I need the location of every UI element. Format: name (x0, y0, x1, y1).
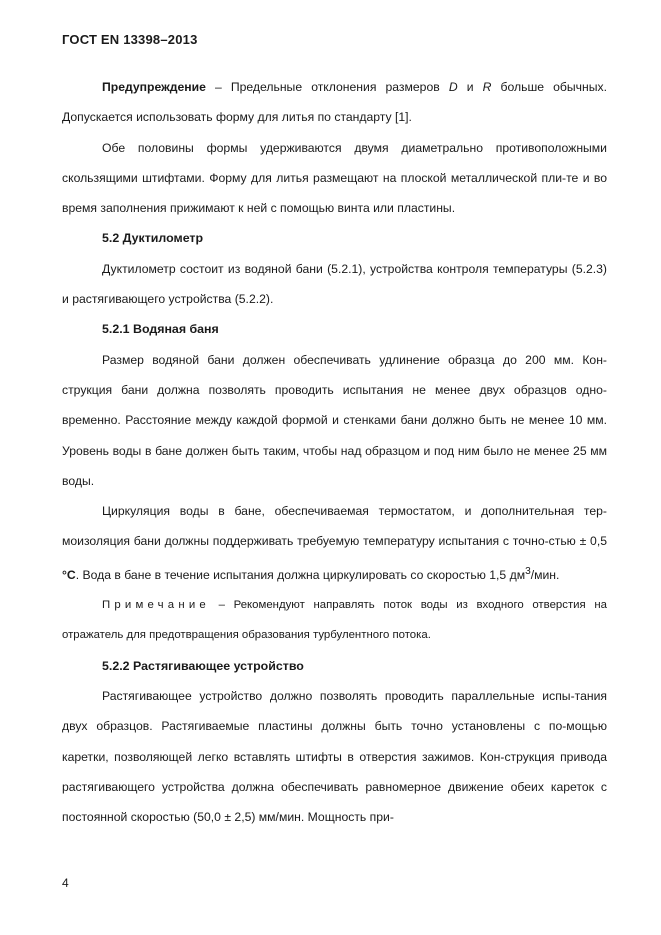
temperature-unit: °С (62, 567, 76, 582)
warning-paragraph (62, 72, 607, 133)
standard-header: ГОСТ EN 13398–2013 (62, 32, 198, 47)
document-body (62, 72, 607, 832)
superscript-3: 3 (525, 565, 531, 577)
circulation-text-c: /мин. (530, 567, 560, 582)
warning-text-b: и (457, 80, 483, 94)
circulation-paragraph (62, 496, 607, 590)
section-5-2-text: Дуктилометр состоит из водяной бани (5.2.1), устройства контроля температуры (5.2.3) и растягивающего устройства (5.2.2). (62, 261, 607, 307)
section-5-2-2-heading: 5.2.2 Растягивающее устройство (102, 658, 304, 673)
note-label: Примечание (102, 599, 210, 612)
warning-text-a: – Предельные отклонения размеров (205, 80, 449, 94)
variable-d: D (448, 80, 458, 94)
page-number: 4 (62, 876, 69, 890)
section-5-2-heading: 5.2 Дуктилометр (102, 231, 204, 246)
section-5-2-1-heading: 5.2.1 Водяная баня (102, 322, 219, 337)
mold-halves-paragraph: Обе половины формы удерживаются двумя диаметрально противоположными скользящими штифтами. Форму для литья размещают на плоской металлической пли-те и во время заполнения прижимают к ней с помощью винта или пластины. (62, 140, 607, 216)
section-5-2-2-text: Растягивающее устройство должно позволять проводить параллельные испы-тания двух образцов. Растягиваемые пластины должны быть точно установлены с по-мощью каретки, позволяющей легко вставлять штифты в отверстия зажимов. Кон-струкция привода растягивающего устройства должна обеспечивать равномерное движение обеих кареток с постоянной скоростью (50,0 ± 2,5) мм/мин. Мощность при- (62, 689, 607, 825)
warning-text-c: больше обычных. Допускается использовать форму для литья по стандарту [1]. (62, 80, 607, 125)
section-5-2-1-text: Размер водяной бани должен обеспечивать удлинение образца до 200 мм. Кон-струкция бани должна позволять проводить испытания не менее двух образцов одно-временно. Расстояние между каждой формой и стенками бани должно быть не менее 10 мм. Уровень воды в бане должен быть таким, чтобы над образцом и под ним было не менее 25 мм воды. (62, 352, 607, 488)
note-paragraph (62, 590, 607, 651)
circulation-text-a: Циркуляция воды в бане, обеспечиваемая термостатом, и дополнительная тер-моизоляция бани должны поддерживать требуемую температуру испытания с точно-стью ± 0,5 (62, 504, 607, 549)
variable-r: R (482, 80, 492, 94)
warning-label: Предупреждение (102, 80, 206, 94)
note-text: – Рекомендуют направлять поток воды из входного отверстия на отражатель для предотвращения образования турбулентного потока. (62, 599, 607, 642)
circulation-text-b: . Вода в бане в течение испытания должна циркулировать со скоростью 1,5 дм (75, 567, 526, 582)
